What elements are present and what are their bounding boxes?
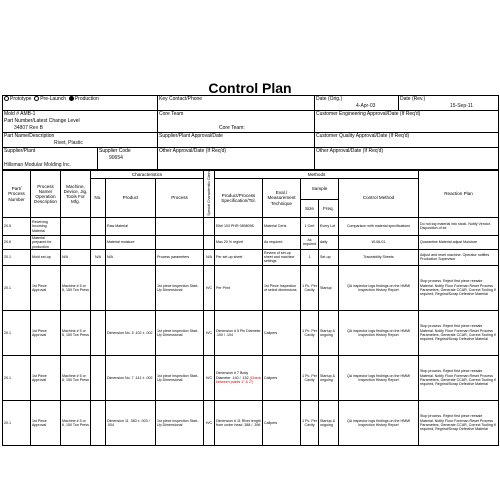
cell-part-process-number	[3, 235, 31, 249]
product-text: Dimension No. 7 .141 ± .002	[107, 375, 153, 380]
cell-control-method	[339, 235, 419, 249]
cell-eval-technique	[263, 249, 301, 265]
product-text: Raw Material	[107, 224, 128, 229]
product-text: N/A	[107, 255, 113, 260]
col-characteristics: Characteristics	[91, 171, 204, 179]
supplier-approval-cell: Supplier/Plant Approval/Date	[158, 133, 315, 148]
control-plan-table	[2, 170, 499, 446]
special-class-text: N/A	[206, 255, 213, 260]
table-row	[3, 249, 499, 265]
sample-freq-text: Startup & ongoing	[320, 373, 335, 382]
process-text: 1st piece inspection Start-Up Dimensional	[157, 418, 199, 427]
control-method-text: W-08-01	[371, 240, 386, 245]
cell-char-no	[91, 310, 106, 355]
cell-specification	[215, 217, 263, 235]
cell-reaction-plan	[419, 217, 499, 235]
special-class-text: H/C	[205, 375, 213, 380]
cell-sample-freq	[319, 249, 339, 265]
product-text: Dimension 11 .383 ± .003 / .004	[107, 418, 150, 427]
control-plan-sheet	[2, 95, 498, 446]
cell-char-no	[91, 265, 106, 310]
cell-product	[106, 249, 156, 265]
specification-text: Dimension # 7 Body Diameter .140 / .152	[216, 371, 249, 380]
cell-special-class	[204, 235, 215, 249]
cell-part-process-number	[3, 355, 31, 400]
cell-special-class	[204, 355, 215, 400]
reaction-plan-text: Stop process. Reject first piece reesale Material. Notify Floor Foreman Reset Process Parameters, Generate CCAR, Correct Tooling if required, Regrind/Scrap Defective Material	[420, 279, 496, 297]
table-row	[3, 310, 499, 355]
cell-char-no	[91, 235, 106, 249]
cell-part-process-number	[3, 217, 31, 235]
col-reaction-plan: Reaction Plan	[419, 171, 499, 218]
cell-specification	[215, 400, 263, 445]
key-contact-cell: Key Contact/Phone	[158, 96, 315, 111]
cell-sample-freq	[319, 355, 339, 400]
sample-freq-text: daily	[320, 240, 328, 245]
supplier-plant-cell: Supplier/Plant Hillsman Modular Molding Inc.	[3, 148, 98, 169]
cell-special-class	[204, 310, 215, 355]
core-team-cell: Core Team Core Team:	[158, 111, 315, 133]
char-no-text: N/A	[95, 255, 101, 260]
sample-freq-text: Startup	[320, 285, 332, 290]
cell-part-process-number	[3, 249, 31, 265]
specification-text: Max 20 % reg/rel	[216, 240, 244, 245]
table-row	[3, 400, 499, 445]
product-text: Dimension No. 5 .102 ± .002	[107, 330, 153, 335]
cell-machine	[61, 265, 91, 310]
cell-process-name	[31, 400, 61, 445]
cell-eval-technique	[263, 355, 301, 400]
special-class-text: H/C	[205, 330, 213, 335]
cell-machine	[61, 217, 91, 235]
eval-technique-text: Calipers	[264, 330, 278, 335]
eval-technique-text: Calipers	[264, 420, 278, 425]
col-methods: Methods	[215, 171, 419, 179]
special-class-text: H/C	[205, 285, 213, 290]
customer-engineering-cell: Customer Engineering Approval/Date (If Req'd)	[315, 111, 499, 133]
control-method-text: QA inspector logs findings on the HMMI Inspection History Report	[346, 283, 411, 292]
plan-type-options	[3, 96, 158, 111]
eval-technique-text: Material Certs	[264, 224, 287, 229]
specification-text: Per set-up sheet	[216, 255, 243, 260]
col-control-method: Control Method	[339, 179, 419, 218]
cell-process	[156, 265, 204, 310]
cell-sample-freq	[319, 235, 339, 249]
cell-sample-size	[301, 265, 319, 310]
sample-freq-text: Every Lot	[320, 224, 336, 229]
cell-process	[156, 249, 204, 265]
cell-process	[156, 355, 204, 400]
sample-size-text: 1 Pc. Per Cavity	[302, 328, 317, 337]
eval-technique-text: Calipers	[264, 375, 278, 380]
cell-reaction-plan	[419, 235, 499, 249]
pre-launch-radio-icon	[34, 96, 39, 101]
sample-freq-text: Set-up	[320, 255, 331, 260]
cell-product	[106, 310, 156, 355]
cell-sample-freq	[319, 310, 339, 355]
sample-size-text: 1 Pc. Per Cavity	[302, 418, 317, 427]
cell-machine	[61, 355, 91, 400]
prototype-radio[interactable]: Prototype	[4, 96, 31, 102]
process-text: 1st piece inspection Start-Up Dimensional	[157, 373, 199, 382]
cell-specification	[215, 355, 263, 400]
cell-special-class	[204, 400, 215, 445]
part-process-number-text: 20.1	[4, 285, 11, 290]
col-process: Process	[156, 179, 204, 218]
col-part-process-number: Part/ Process Number	[3, 171, 31, 218]
col-special-char: Special Characteristic Class	[204, 171, 215, 218]
cell-product	[106, 235, 156, 249]
part-process-number-text: 20.1	[4, 330, 11, 335]
cell-reaction-plan	[419, 249, 499, 265]
date-orig-cell: Date (Orig.) 4-Apr-03	[315, 96, 399, 111]
process-name-text: Mold set-up	[32, 255, 51, 260]
cell-reaction-plan	[419, 265, 499, 310]
cell-sample-freq	[319, 400, 339, 445]
other-approval-cell-2: Other Approval/Date (If Req'd)	[315, 148, 499, 170]
cell-process-name	[31, 217, 61, 235]
cell-process-name	[31, 355, 61, 400]
sample-freq-text: Startup & ongoing	[320, 418, 335, 427]
cell-eval-technique	[263, 217, 301, 235]
part-process-number-text: 20.1	[4, 375, 11, 380]
cell-process	[156, 217, 204, 235]
control-method-text: QA inspector logs findings on the HMMI Inspection History Report	[346, 373, 411, 382]
col-freq: Freq.	[319, 199, 339, 217]
table-row	[3, 355, 499, 400]
pre-launch-radio[interactable]: Pre-Launch	[34, 96, 66, 102]
col-product: Product	[106, 179, 156, 218]
sample-size-text: 1 Cert	[304, 224, 315, 229]
col-eval: Eval./ Measurement Technique	[263, 179, 301, 218]
part-process-number-text: 20.6	[4, 240, 11, 245]
process-name-text: 1st Piece Approval	[32, 373, 47, 382]
sample-size-text: 1	[308, 255, 311, 260]
customer-quality-cell: Customer Quality Approval/Date (If Req'd)	[315, 133, 499, 148]
special-class-text: H/C	[205, 420, 213, 425]
cell-control-method	[339, 249, 419, 265]
machine-text: Machine # 5 or 6, 150 Ton Press	[62, 283, 89, 292]
sample-size-text: 1 Pc. Per Cavity	[302, 283, 317, 292]
process-name-text: Receiving Incoming Material	[32, 220, 48, 233]
prototype-radio-icon	[4, 96, 9, 101]
cell-control-method	[339, 265, 419, 310]
header-table	[2, 95, 499, 170]
cell-sample-freq	[319, 217, 339, 235]
cell-machine	[61, 400, 91, 445]
control-method-text: QA inspector logs findings on the HMMI Inspection History Report	[346, 328, 411, 337]
cell-char-no	[91, 400, 106, 445]
process-name-text: 1st Piece Approval	[32, 283, 47, 292]
cell-reaction-plan	[419, 310, 499, 355]
specification-text: Dimension # 5 Pin Diameter .100 / .104	[216, 328, 261, 337]
eval-technique-text: Review of set-up sheet and machine settings	[264, 250, 295, 264]
supplier-code-cell: Supplier Code 90654	[99, 148, 131, 161]
part-process-number-text: 20.5	[4, 224, 11, 229]
supplier-cell	[3, 148, 158, 170]
machine-text: N/A	[62, 255, 68, 260]
cell-eval-technique	[263, 310, 301, 355]
cell-process-name	[31, 235, 61, 249]
reaction-plan-text: Stop process. Reject first piece reesale Material. Notify Floor Foreman Reset Process Parameters, Generate CCAR, Correct Tooling if required, Regrind/Scrap Defective Material	[420, 324, 496, 342]
cell-char-no	[91, 217, 106, 235]
cell-eval-technique	[263, 235, 301, 249]
product-text: Material moisture	[107, 240, 135, 245]
cell-char-no	[91, 249, 106, 265]
date-rev-cell: Date (Rev.) 15-Sep-11	[399, 96, 499, 111]
sample-freq-text: Startup & ongoing	[320, 328, 335, 337]
col-machine: Machine, Device, Jig, Tools For Mfg.	[61, 171, 91, 218]
specification-text: Dimension # 11 Rivet length from under head .388 / .396	[216, 418, 261, 427]
eval-technique-text: 1st Piece Inspection of select dimensions	[264, 283, 297, 292]
eval-technique-text: As required	[264, 240, 283, 245]
cell-control-method	[339, 217, 419, 235]
control-method-text: Comparison with material specifications	[346, 224, 411, 229]
production-radio-icon	[69, 96, 74, 101]
cell-machine	[61, 310, 91, 355]
control-plan-rows	[3, 217, 499, 445]
process-name-text: 1st Piece Approval	[32, 328, 47, 337]
cell-process	[156, 400, 204, 445]
reaction-plan-text: Stop process. Reject first piece reesale Material. Notify Floor Foreman Reset Process Parameters, Generate CCAR, Correct Tooling if required, Regrind/Scrap Defective Material	[420, 369, 496, 387]
part-name-cell: Part Name/Description Rivet, Plastic	[3, 133, 158, 148]
sample-size-text: 1 Pc. Per Cavity	[302, 373, 317, 382]
cell-special-class	[204, 265, 215, 310]
cell-control-method	[339, 400, 419, 445]
cell-part-process-number	[3, 310, 31, 355]
production-radio[interactable]: Production	[69, 96, 99, 102]
col-size: Size	[301, 199, 319, 217]
cell-eval-technique	[263, 265, 301, 310]
reaction-plan-text: Stop process. Reject first piece reesale Material. Notify Floor Foreman Reset Process Parameters, Generate CCAR, Correct Tooling if required, Regrind/Scrap Defective Material	[420, 414, 496, 432]
cell-control-method	[339, 355, 419, 400]
part-process-number-text: 20.1	[4, 420, 11, 425]
reaction-plan-text: Do not log material into stock. Notify Vendor, Disposition of lot	[420, 222, 491, 231]
control-method-text: Traceability Sheets	[363, 255, 394, 260]
control-method-text: QA inspector logs findings on the HMMI Inspection History Report	[346, 418, 411, 427]
cell-process-name	[31, 265, 61, 310]
part-process-number-text: 20.1	[4, 255, 11, 260]
cell-sample-freq	[319, 265, 339, 310]
cell-specification	[215, 265, 263, 310]
table-row	[3, 217, 499, 235]
part-number-cell: Mold # AMB-1 Part Number/Latest Change Level 34807 Rev B	[3, 111, 158, 133]
cell-sample-size	[301, 355, 319, 400]
specification-text: Per Print	[216, 285, 230, 290]
cell-sample-size	[301, 235, 319, 249]
cell-machine	[61, 235, 91, 249]
cell-part-process-number	[3, 400, 31, 445]
sample-size-text: As required	[302, 238, 317, 247]
cell-control-method	[339, 310, 419, 355]
cell-part-process-number	[3, 265, 31, 310]
cell-process	[156, 310, 204, 355]
cell-process	[156, 235, 204, 249]
spec-note-text: (Check between points 1" & 2")	[216, 375, 261, 384]
cell-sample-size	[301, 217, 319, 235]
process-name-text: 1st Piece Approval	[32, 418, 47, 427]
table-row	[3, 235, 499, 249]
cell-sample-size	[301, 310, 319, 355]
cell-sample-size	[301, 400, 319, 445]
cell-specification	[215, 310, 263, 355]
specification-text: Eitel 103 PHR 0898098	[216, 224, 254, 229]
table-row	[3, 265, 499, 310]
cell-product	[106, 400, 156, 445]
col-process-name: Process Name/ Operation Description	[31, 171, 61, 218]
process-name-text: Material prepared for production	[32, 235, 52, 249]
cell-process-name	[31, 249, 61, 265]
col-no: No.	[91, 179, 106, 218]
reaction-plan-text: Quarantine Material adjust Moisture	[420, 240, 477, 245]
machine-text: Machine # 5 or 6, 150 Ton Press	[62, 328, 89, 337]
cell-special-class	[204, 217, 215, 235]
process-text: 1st piece inspection Start-Up Dimensional	[157, 328, 199, 337]
cell-product	[106, 217, 156, 235]
cell-sample-size	[301, 249, 319, 265]
col-spec: Product/Process Specification/Tol.	[215, 179, 263, 218]
machine-text: Machine # 5 or 6, 150 Ton Press	[62, 418, 89, 427]
reaction-plan-text: Adjust and reset machine. Operator notifies Production Supervisor	[420, 253, 490, 262]
cell-product	[106, 265, 156, 310]
cell-machine	[61, 249, 91, 265]
cell-reaction-plan	[419, 400, 499, 445]
cell-eval-technique	[263, 400, 301, 445]
cell-reaction-plan	[419, 355, 499, 400]
other-approval-cell: Other Approval/Date (If Req'd)	[158, 148, 315, 170]
process-text: Process parameters	[157, 255, 190, 260]
cell-char-no	[91, 355, 106, 400]
machine-text: Machine # 5 or 6, 150 Ton Press	[62, 373, 89, 382]
cell-specification	[215, 235, 263, 249]
cell-specification	[215, 249, 263, 265]
cell-special-class	[204, 249, 215, 265]
cell-process-name	[31, 310, 61, 355]
supplier-subtable	[3, 148, 157, 169]
col-sample: Sample	[301, 179, 339, 200]
cell-product	[106, 355, 156, 400]
page-title: Control Plan	[208, 80, 292, 96]
process-text: 1st piece inspection Start-Up Dimensional	[157, 283, 199, 292]
